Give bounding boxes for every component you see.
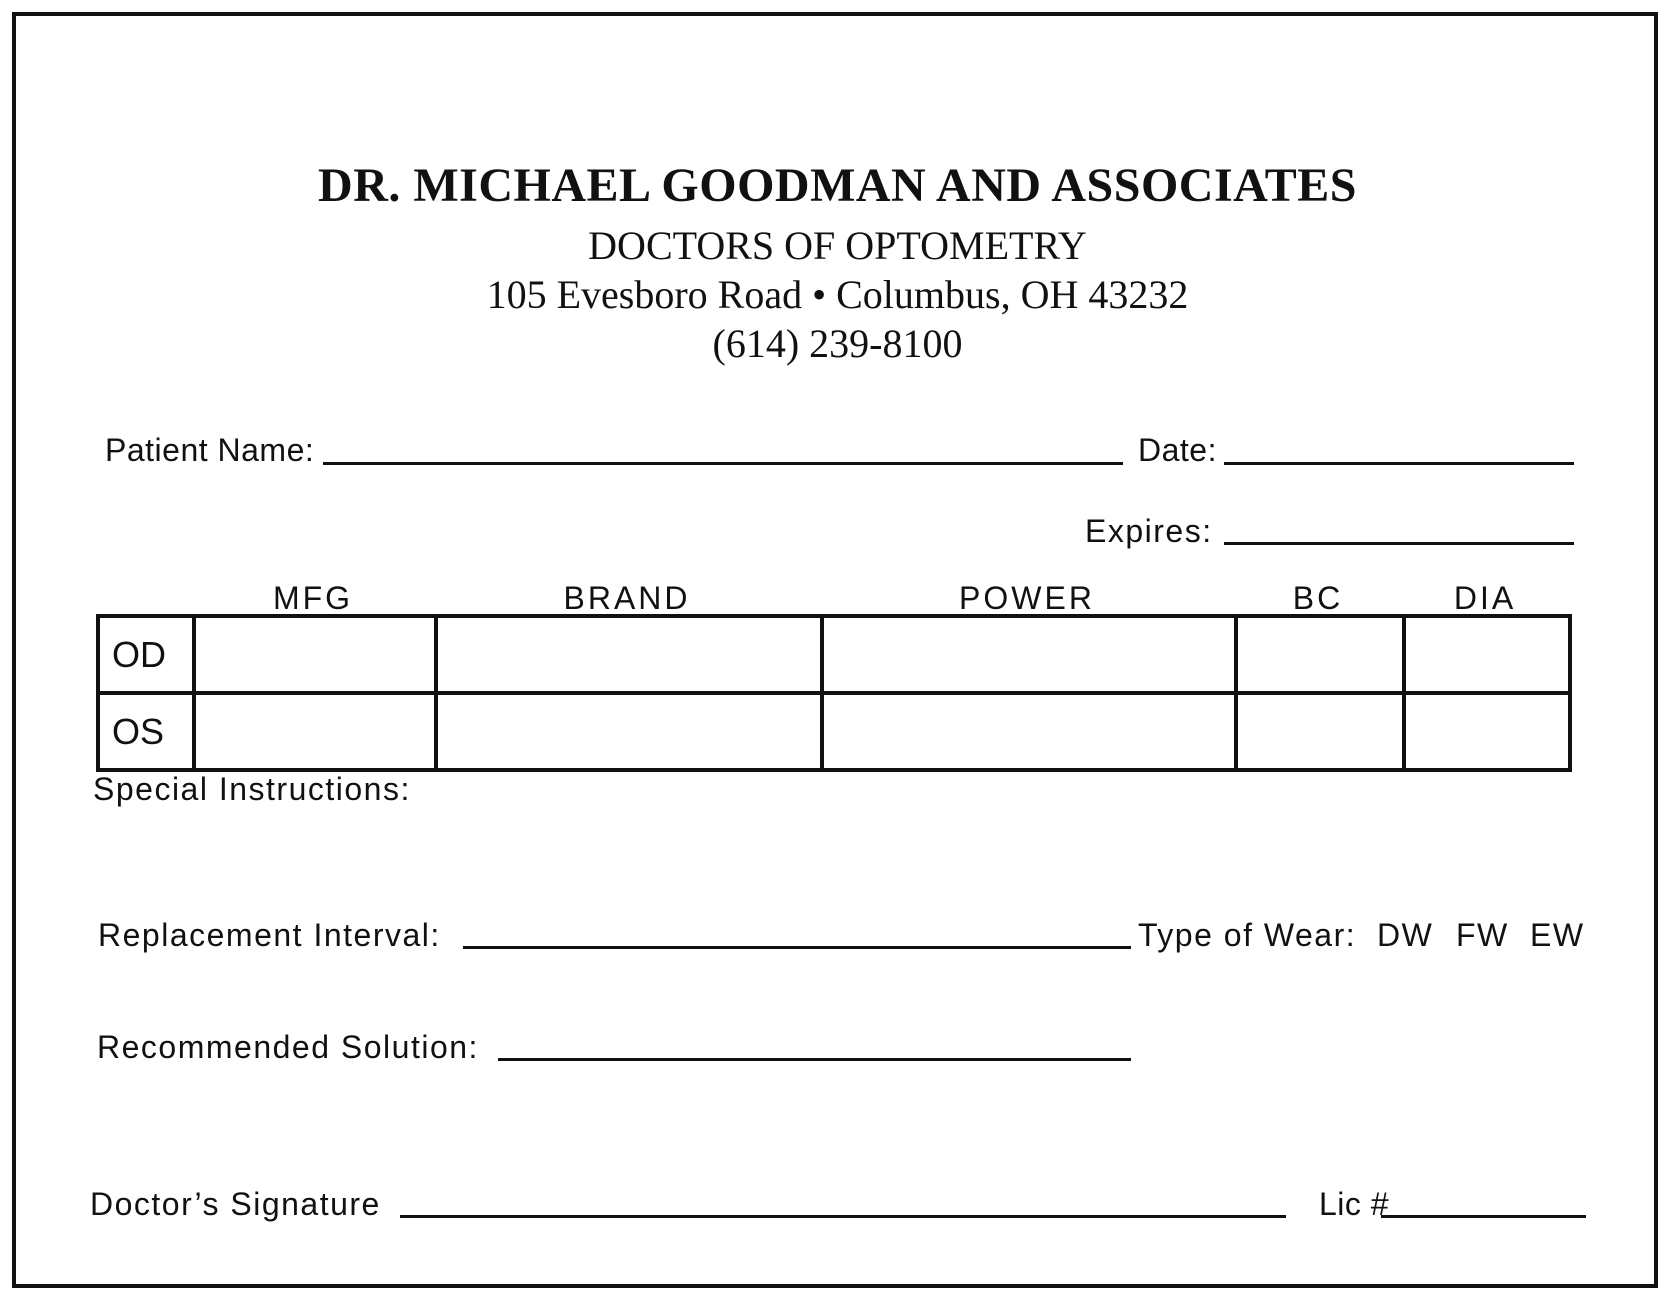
- patient-name-label: Patient Name:: [105, 432, 315, 468]
- column-header-mfg: MFG: [272, 580, 354, 616]
- os-brand-cell[interactable]: [436, 693, 822, 770]
- patient-name-field[interactable]: [323, 462, 1123, 465]
- doctor-signature-field[interactable]: [400, 1215, 1286, 1218]
- expires-field[interactable]: [1224, 542, 1574, 545]
- od-bc-cell[interactable]: [1236, 616, 1404, 693]
- date-field[interactable]: [1224, 462, 1574, 465]
- od-mfg-cell[interactable]: [194, 616, 436, 693]
- license-number-field[interactable]: [1381, 1215, 1586, 1218]
- type-of-wear-label: Type of Wear:: [1138, 917, 1357, 953]
- expires-label: Expires:: [1085, 513, 1213, 549]
- os-power-cell[interactable]: [822, 693, 1236, 770]
- table-row-os: [98, 693, 1570, 770]
- practice-name: DR. MICHAEL GOODMAN AND ASSOCIATES: [318, 159, 1357, 212]
- lens-prescription-table: [96, 614, 1572, 772]
- practice-subtitle: DOCTORS OF OPTOMETRY: [588, 223, 1087, 268]
- row-label-od: OD: [98, 616, 194, 693]
- column-header-dia: DIA: [1453, 580, 1517, 616]
- replacement-interval-field[interactable]: [463, 946, 1131, 949]
- recommended-solution-field[interactable]: [498, 1058, 1131, 1061]
- recommended-solution-label: Recommended Solution:: [97, 1029, 479, 1065]
- os-mfg-cell[interactable]: [194, 693, 436, 770]
- od-power-cell[interactable]: [822, 616, 1236, 693]
- column-header-bc: BC: [1292, 580, 1344, 616]
- wear-option-dw[interactable]: DW: [1377, 917, 1434, 953]
- practice-phone: (614) 239-8100: [712, 321, 963, 366]
- replacement-interval-label: Replacement Interval:: [98, 917, 441, 953]
- date-label: Date:: [1138, 432, 1217, 468]
- special-instructions-label: Special Instructions:: [93, 771, 411, 807]
- os-dia-cell[interactable]: [1404, 693, 1570, 770]
- column-header-brand: BRAND: [563, 580, 691, 616]
- od-dia-cell[interactable]: [1404, 616, 1570, 693]
- os-bc-cell[interactable]: [1236, 693, 1404, 770]
- license-number-label: Lic #: [1319, 1186, 1390, 1222]
- table-row-od: [98, 616, 1570, 693]
- row-label-os: OS: [98, 693, 194, 770]
- practice-address: 105 Evesboro Road • Columbus, OH 43232: [486, 272, 1189, 317]
- column-header-power: POWER: [959, 580, 1095, 616]
- doctor-signature-label: Doctor’s Signature: [90, 1186, 381, 1222]
- od-brand-cell[interactable]: [436, 616, 822, 693]
- wear-option-ew[interactable]: EW: [1530, 917, 1585, 953]
- wear-option-fw[interactable]: FW: [1456, 917, 1509, 953]
